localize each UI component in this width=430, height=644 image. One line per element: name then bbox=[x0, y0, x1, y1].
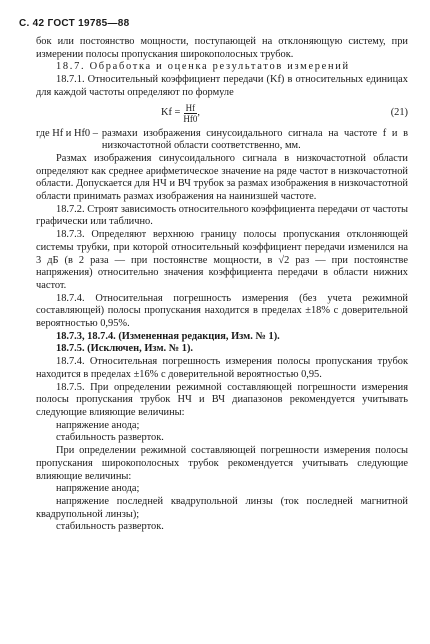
formula-numerator: Hf bbox=[185, 103, 196, 114]
formula-denominator: Hf0 bbox=[183, 114, 198, 125]
formula-definitions bbox=[36, 128, 408, 153]
paragraph-18-7-1: 18.7.1. Относительный коэффициент передачи (Kf) в относительных единицах для каждой частоты определяют по формуле bbox=[36, 74, 408, 98]
formula-lhs: Kf = bbox=[161, 107, 181, 119]
definition-term: где Hf и Hf0 – bbox=[36, 127, 98, 139]
formula-fraction bbox=[183, 103, 197, 124]
paragraph-change-note-1 bbox=[36, 331, 408, 344]
change-note-1-text: 18.7.3, 18.7.4. (Измененная редакция, Изм. № 1). bbox=[56, 330, 280, 342]
formula-tail: , bbox=[197, 107, 201, 119]
paragraph-average: Размах изображения синусоидального сигнала в низкочастотной области определяют как среднее арифметическое значение на ряде частот в низкочастотной области. Допускается для НЧ и ВЧ трубок за размах изображения в низкочастотной области принимать размах изображения на наинизшей частоте. bbox=[36, 152, 408, 203]
paragraph-18-7-4-revised: 18.7.4. Относительная погрешность измерения полосы пропускания трубок находится в пределах ±16% с доверительной вероятностью 0,95. bbox=[36, 356, 408, 380]
formula-number: (21) bbox=[390, 107, 408, 119]
list-item-anode-voltage: напряжение анода; bbox=[56, 419, 140, 431]
page-header: С. 42 ГОСТ 19785—88 bbox=[19, 18, 130, 29]
section-heading-18-7: 18.7. Обработка и оценка результатов измерений bbox=[56, 61, 350, 73]
paragraph-18-7-3: 18.7.3. Определяют верхнюю границу полосы пропускания отклоняющей системы трубки, при которой относительный коэффициент передачи изменился на 3 дБ (в 2 раза — при постоянстве мощности, в √2 раз — при постоянстве напряжения) относительно значения коэффициента передачи в области нижних частот. bbox=[36, 229, 408, 291]
paragraph-18-7-4: 18.7.4. Относительная погрешность измерения (без учета режимной составляющей) полосы пропускания находится в пределах ±18% с доверительной вероятностью 0,95%. bbox=[36, 292, 408, 330]
paragraph-18-7-2: 18.7.2. Строят зависимость относительного коэффициента передачи от частоты графически или таблично. bbox=[36, 203, 408, 228]
paragraph-continuation: бок или постоянство мощности, поступающей на отклоняющую систему, при измерении полосы пропускания широкополосных трубок. bbox=[36, 36, 408, 60]
list-item-sweep-stability: стабильность разверток. bbox=[56, 432, 164, 444]
change-note-2-text: 18.7.5. (Исключен, Изм. № 1). bbox=[56, 343, 194, 355]
formula-21 bbox=[36, 100, 408, 128]
paragraph-18-7-5: 18.7.5. При определении режимной составляющей погрешности измерения полосы пропускания трубок НЧ и ВЧ диапазонов рекомендуется учитывать следующие влияющие величины: bbox=[36, 381, 408, 418]
list-item-quadrupole-lens: напряжение последней квадрупольной линзы (ток последней магнитной квадрупольной линзы); bbox=[36, 495, 408, 520]
document-body bbox=[36, 36, 408, 534]
paragraph-wideband: При определении режимной составляющей погрешности измерения полосы пропускания широкополосных трубок рекомендуется учитывать следующие влияющие величины: bbox=[36, 445, 408, 482]
paragraph-change-note-2 bbox=[36, 343, 408, 356]
list-item-anode-voltage-2: напряжение анода; bbox=[56, 483, 140, 495]
list-item-sweep-stability-2: стабильность разверток. bbox=[56, 521, 164, 533]
definition-text: размахи изображения синусоидального сигнала на частоте f и в низкочастотной области соответственно, мм. bbox=[101, 127, 408, 152]
